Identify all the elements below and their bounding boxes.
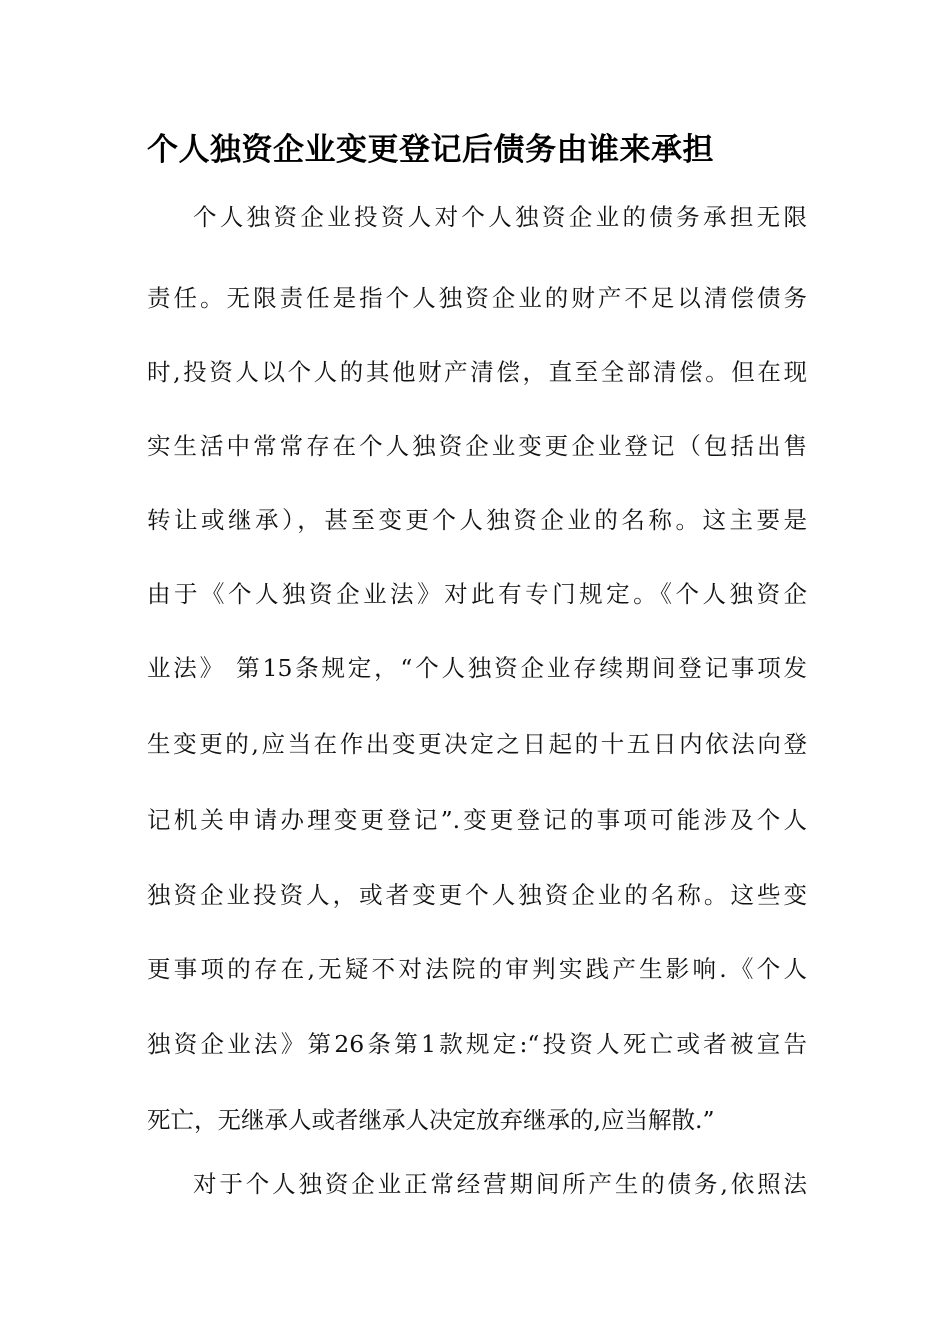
paragraph-line: 记机关申请办理变更登记”.变更登记的事项可能涉及个人 [147, 806, 807, 834]
paragraph-line: 独资企业投资人，或者变更个人独资企业的名称。这些变 [147, 881, 807, 909]
paragraph-line: 由于《个人独资企业法》对此有专门规定。《个人独资企 [147, 580, 807, 608]
paragraph-line: 死亡，无继承人或者继承人决定放弃继承的,应当解散.” [147, 1106, 715, 1134]
paragraph-line: 独资企业法》第26条第1款规定:“投资人死亡或者被宣告 [147, 1030, 807, 1058]
paragraph-line: 责任。无限责任是指个人独资企业的财产不足以清偿债务 [147, 284, 807, 312]
paragraph-line: 对于个人独资企业正常经营期间所产生的债务,依照法 [193, 1170, 807, 1198]
paragraph-line: 转让或继承），甚至变更个人独资企业的名称。这主要是 [147, 506, 807, 534]
paragraph-line: 时,投资人以个人的其他财产清偿，直至全部清偿。但在现 [147, 358, 807, 386]
paragraph-line: 个人独资企业投资人对个人独资企业的债务承担无限 [193, 203, 807, 231]
paragraph-line: 业法》 第15条规定，“个人独资企业存续期间登记事项发 [147, 654, 807, 682]
paragraph-line: 生变更的,应当在作出变更决定之日起的十五日内依法向登 [147, 730, 807, 758]
paragraph-line: 实生活中常常存在个人独资企业变更企业登记（包括出售 [147, 432, 807, 460]
paragraph-line: 更事项的存在,无疑不对法院的审判实践产生影响.《个人 [147, 955, 807, 983]
document-title: 个人独资企业变更登记后债务由谁来承担 [147, 132, 714, 168]
